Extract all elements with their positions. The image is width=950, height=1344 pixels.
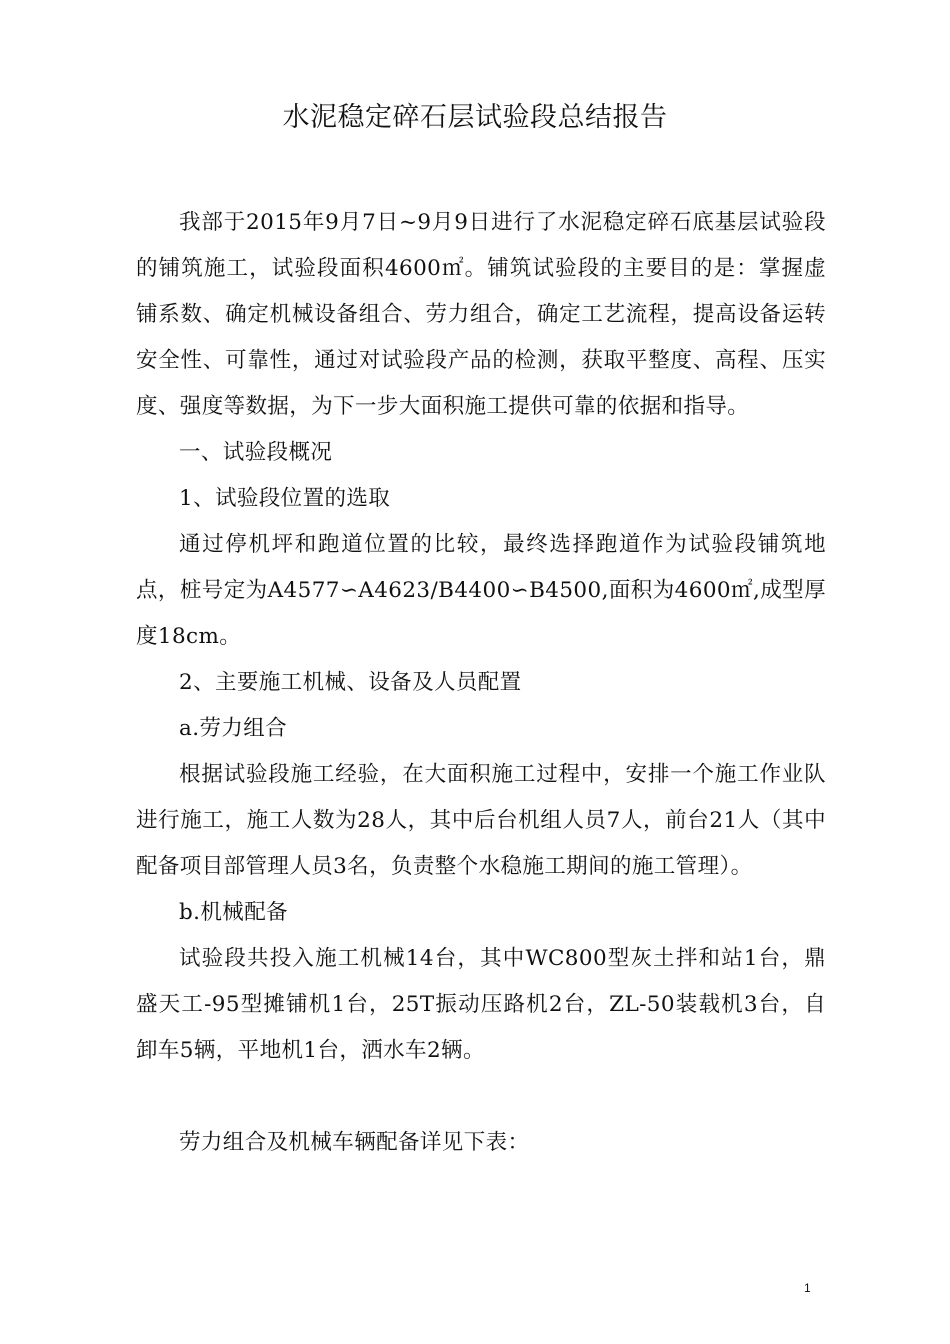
- table-intro-paragraph: 劳力组合及机械车辆配备详见下表：: [179, 1130, 530, 1155]
- item-heading-machinery: b.机械配备: [179, 900, 288, 925]
- paragraph-gap: [136, 1074, 826, 1120]
- document-body: [136, 200, 826, 1166]
- document-title: 水泥稳定碎石层试验段总结报告: [282, 102, 668, 133]
- section-heading-overview: 一、试验段概况: [179, 440, 333, 465]
- labor-paragraph: 根据试验段施工经验，在大面积施工过程中，安排一个施工作业队进行施工，施工人数为28人，其中后台机组人员7人，前台21人（其中配备项目部管理人员3名，负责整个水稳施工期间的施工管理）。: [136, 762, 826, 879]
- intro-paragraph: 我部于2015年9月7日~9月9日进行了水泥稳定碎石底基层试验段的铺筑施工，试验段面积4600㎡。铺筑试验段的主要目的是：掌握虚铺系数、确定机械设备组合、劳力组合，确定工艺流程，提高设备运转安全性、可靠性，通过对试验段产品的检测，获取平整度、高程、压实度、强度等数据，为下一步大面积施工提供可靠的依据和指导。: [136, 210, 826, 419]
- subsection-heading-location: 1、试验段位置的选取: [179, 486, 391, 511]
- page-number: 1: [804, 1281, 811, 1295]
- subsection-heading-equipment: 2、主要施工机械、设备及人员配置: [179, 670, 522, 695]
- location-paragraph: 通过停机坪和跑道位置的比较，最终选择跑道作为试验段铺筑地点，桩号定为A4577∽A4623/B4400∽B4500,面积为4600㎡,成型厚度18cm。: [136, 532, 826, 649]
- machinery-paragraph: 试验段共投入施工机械14台，其中WC800型灰土拌和站1台，鼎盛天工-95型摊铺机1台，25T振动压路机2台，ZL-50装载机3台，自卸车5辆，平地机1台，洒水车2辆。: [136, 946, 826, 1063]
- item-heading-labor: a.劳力组合: [179, 716, 288, 741]
